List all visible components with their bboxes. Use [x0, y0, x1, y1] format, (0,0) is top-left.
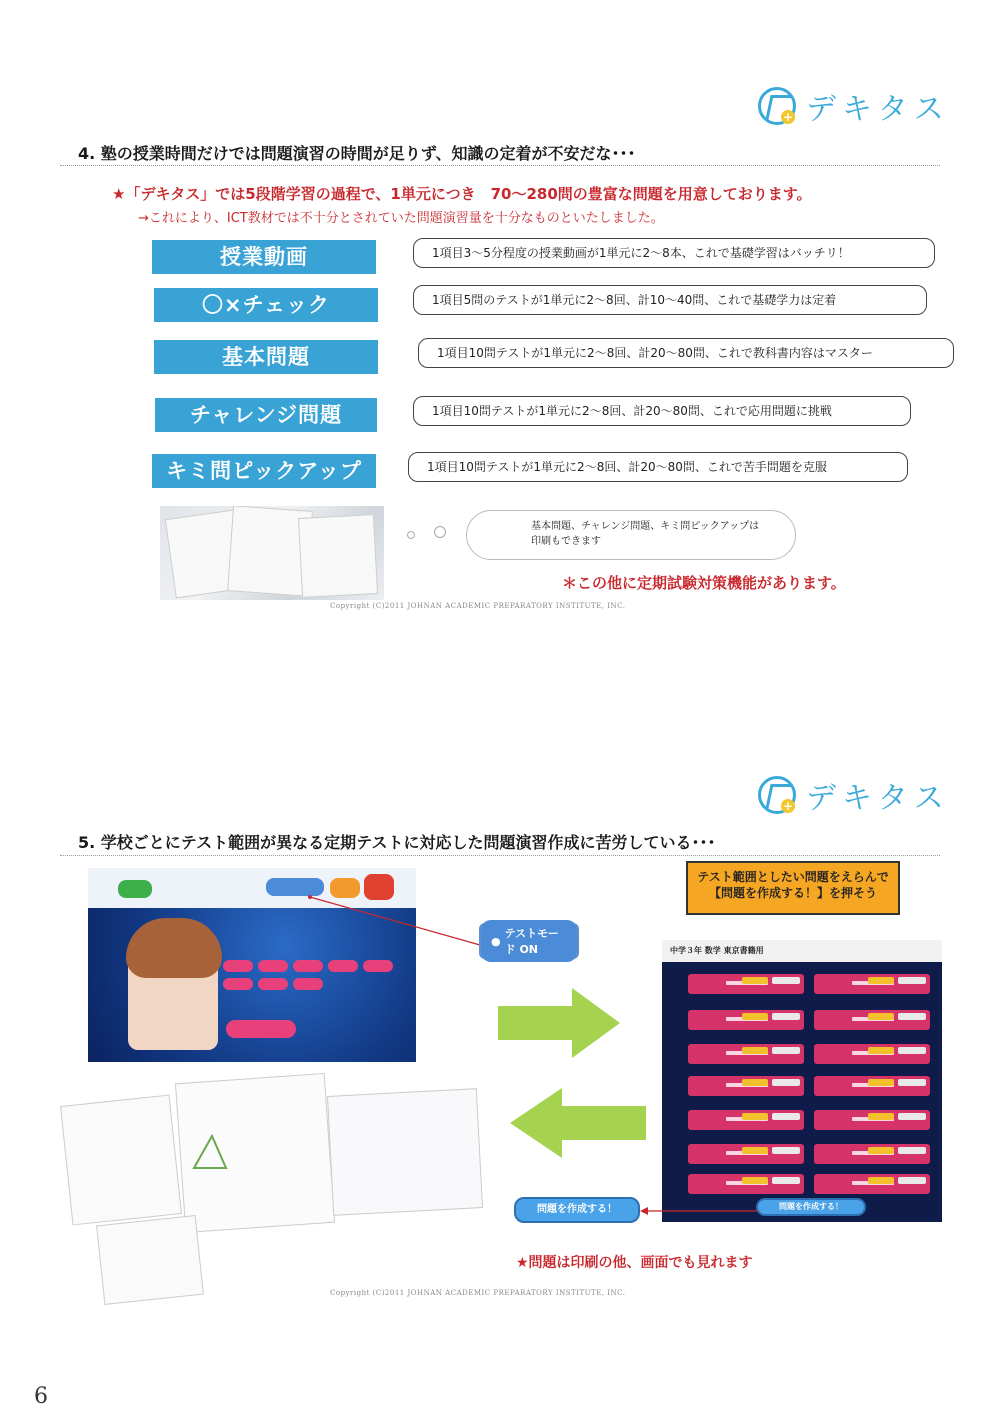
section5-divider: [60, 855, 940, 856]
instruction-line-1: テスト範囲としたい問題をえらんで: [697, 870, 889, 884]
list-header-label: 中学３年 数学 東京書籍用: [670, 946, 764, 955]
test-mode-label: テストモード ON: [504, 927, 559, 956]
grade-button: [223, 978, 253, 990]
cloud-line-2: 印刷もできます: [531, 536, 601, 547]
list-row: [814, 1010, 930, 1030]
list-row: [814, 1144, 930, 1164]
create-problem-button-callout: 問題を作成する！: [514, 1197, 640, 1223]
test-mode-on-callout: [479, 923, 579, 959]
list-row: [814, 974, 930, 994]
callout-maru-batsu-check: 1項目5問のテストが1単元に2～8回、計10～40問、これで基礎学力は定着: [413, 285, 927, 315]
grade-button: [363, 960, 393, 972]
grade-button: [258, 960, 288, 972]
problem-list-screenshot: [662, 940, 942, 1222]
section5-note: ★問題は印刷の他、画面でも見れます: [516, 1255, 753, 1271]
grade-button: [328, 960, 358, 972]
list-row: [814, 1076, 930, 1096]
callout-challenge-problems: 1項目10問テストが1単元に2～8回、計20～80問、これで応用問題に挑戦: [413, 396, 911, 426]
bar-challenge-problems: チャレンジ問題: [155, 398, 377, 432]
connector-arrow-test-mode: [300, 895, 490, 955]
section4-headline: ★「デキタス」では5段階学習の過程で、1単元につき 70～280問の豊富な問題を用意しております。: [112, 185, 812, 203]
dekitasu-logo-mark-2: [758, 776, 796, 814]
list-row: [814, 1044, 930, 1064]
list-row: [688, 1010, 804, 1030]
instruction-line-2: 【問題を作成する！】を押そう: [708, 886, 877, 900]
logo-text-2: デキタス: [806, 781, 950, 816]
app-top-button: [118, 880, 152, 898]
section4-copyright: Copyright (C)2011 JOHNAN ACADEMIC PREPARATORY INSTITUTE, INC.: [330, 602, 626, 610]
list-row: [814, 1110, 930, 1130]
list-row: [814, 1174, 930, 1194]
section4-title: 4. 塾の授業時間だけでは問題演習の時間が足りず、知識の定着が不安だな･･･: [78, 144, 636, 163]
section4-note: ＊この他に定期試験対策機能があります。: [562, 574, 846, 592]
dekitasu-logo: [758, 84, 950, 128]
dekitasu-logo-mark: [758, 87, 796, 125]
section5-title: 5. 学校ごとにテスト範囲が異なる定期テストに対応した問題演習作成に苦労している･･･: [78, 833, 716, 852]
lightbulb-icon: ●: [491, 934, 501, 948]
list-create-button: 問題を作成する！: [756, 1198, 866, 1216]
callout-kimimon-pickup: 1項目10問テストが1単元に2～8回、計20～80問、これで苦手問題を克服: [408, 452, 908, 482]
bar-kimimon-pickup: キミ問ピックアップ: [152, 454, 376, 488]
grade-button: [293, 960, 323, 972]
bar-maru-batsu-check: 〇×チェック: [154, 288, 378, 322]
printed-tests-photo: [60, 1072, 480, 1232]
bar-basic-problems: 基本問題: [154, 340, 378, 374]
instruction-box: [686, 861, 900, 915]
green-arrow-right: [498, 988, 622, 1058]
list-row: [688, 1076, 804, 1096]
cloud-line-1: 基本問題、チャレンジ問題、キミ問ピックアップは: [531, 521, 760, 532]
list-row: [688, 1174, 804, 1194]
logo-plus-icon-2: +: [782, 799, 794, 813]
logo-text: デキタス: [806, 92, 950, 127]
grade-button: [293, 978, 323, 990]
list-row: [688, 1144, 804, 1164]
list-row: [688, 1044, 804, 1064]
connector-arrow-create: [640, 1206, 760, 1216]
printed-test-sheet: [96, 1215, 204, 1305]
section5-copyright: Copyright (C)2011 JOHNAN ACADEMIC PREPARATORY INSTITUTE, INC.: [330, 1289, 626, 1297]
grade-button: [223, 960, 253, 972]
callout-lesson-video: 1項目3～5分程度の授業動画が1単元に2～8本、これで基礎学習はバッチリ！: [413, 238, 935, 268]
printed-papers-photo: [160, 506, 384, 600]
list-header: [662, 940, 942, 962]
callout-basic-problems: 1項目10問テストが1単元に2～8回、計20～80問、これで教科書内容はマスター: [418, 338, 954, 368]
section4-divider: [60, 165, 940, 166]
logo-plus-icon: +: [782, 110, 794, 124]
print-thought-cloud: [466, 510, 796, 560]
triangle-figure: [190, 1132, 230, 1172]
app-test-mode-toggle: [266, 878, 324, 896]
test-mode-on-badge: [481, 920, 577, 962]
grade-button: [258, 978, 288, 990]
section4-subline: →これにより、ICT教材では不十分とされていた問題演習量を十分なものといたしました。: [138, 211, 664, 226]
start-study-button: [226, 1020, 296, 1038]
thought-dot-small: [407, 531, 415, 539]
green-arrow-left: [510, 1088, 646, 1158]
thought-dot-medium: [434, 526, 446, 538]
list-row: [688, 974, 804, 994]
page-handwritten-number: 6: [34, 1384, 48, 1409]
list-row: [688, 1110, 804, 1130]
bar-lesson-video: 授業動画: [152, 240, 376, 274]
dekitasu-logo-2: [758, 773, 950, 817]
character-hair: [126, 918, 222, 978]
